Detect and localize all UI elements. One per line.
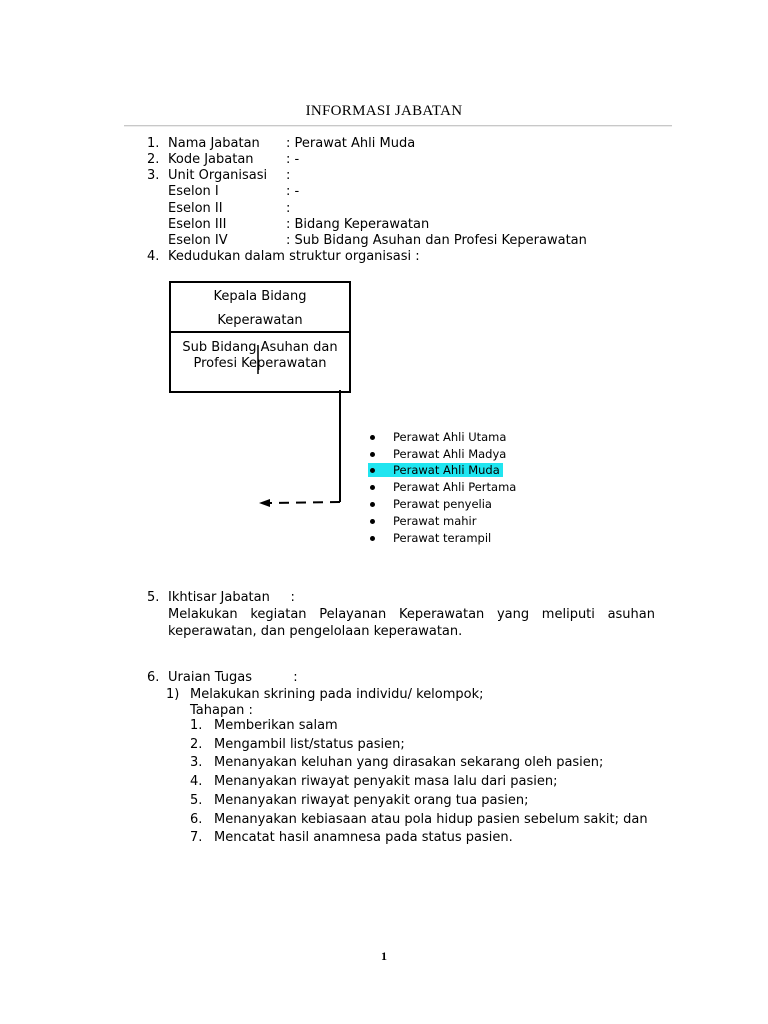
step-text: Menanyakan kebiasaan atau pola hidup pasien sebelum sakit; dan — [214, 812, 648, 827]
step-text: Menanyakan keluhan yang dirasakan sekarang oleh pasien; — [214, 755, 604, 770]
bullet-icon — [370, 485, 375, 490]
field-label: Nama Jabatan — [168, 136, 260, 151]
step-number: 7. — [190, 830, 203, 845]
position-label: Perawat Ahli Muda — [368, 463, 503, 477]
stages-label: Tahapan : — [190, 703, 253, 718]
step-number: 6. — [190, 812, 203, 827]
step-text: Mencatat hasil anamnesa pada status pasien. — [214, 830, 513, 845]
bullet-icon — [370, 519, 375, 524]
arrow-left-icon — [259, 499, 270, 507]
org-box-line: Kepala Bidang — [213, 289, 307, 304]
field-value: : Sub Bidang Asuhan dan Profesi Keperawatan — [286, 233, 587, 248]
field-value: : - — [286, 152, 300, 167]
section-heading: Ikhtisar Jabatan : — [168, 590, 295, 605]
position-label: Perawat mahir — [393, 514, 477, 528]
field-value: : Perawat Ahli Muda — [286, 136, 416, 151]
field-label: Unit Organisasi — [168, 168, 268, 183]
step-number: 4. — [190, 774, 203, 789]
step-text: Memberikan salam — [214, 718, 338, 733]
step-number: 5. — [190, 793, 203, 808]
step-text: Mengambil list/status pasien; — [214, 737, 405, 752]
field-label: Kedudukan dalam struktur organisasi : — [168, 249, 420, 264]
section-number: 5. — [147, 590, 160, 605]
bullet-icon — [370, 536, 375, 541]
task-number: 1) — [166, 687, 180, 702]
org-box-line: Sub Bidang Asuhan dan — [182, 340, 338, 355]
bullet-icon — [370, 502, 375, 507]
step-number: 2. — [190, 737, 203, 752]
field-label: Eselon III — [168, 217, 227, 232]
section-number: 6. — [147, 670, 160, 685]
step-number: 1. — [190, 718, 203, 733]
field-label: Eselon I — [168, 184, 219, 199]
field-number: 3. — [147, 168, 160, 183]
job-summary-text: Melakukan kegiatan Pelayanan Keperawatan yang meliputi asuhan keperawatan, dan pengelolaan keperawatan. — [168, 607, 655, 639]
position-label: Perawat penyelia — [393, 497, 492, 511]
bullet-icon — [370, 468, 375, 473]
field-label: Kode Jabatan — [168, 152, 254, 167]
page-number: 1 — [381, 949, 387, 963]
field-value: : - — [286, 184, 300, 199]
field-label: Eselon IV — [168, 233, 228, 248]
position-label: Perawat Ahli Pertama — [393, 480, 517, 494]
position-label: Perawat Ahli Utama — [393, 430, 507, 444]
field-value: : — [286, 201, 291, 216]
section-heading: Uraian Tugas : — [168, 670, 298, 685]
dashed-connector — [270, 502, 340, 503]
field-label: Eselon II — [168, 201, 223, 216]
bullet-icon — [370, 435, 375, 440]
field-number: 4. — [147, 249, 160, 264]
step-text: Menanyakan riwayat penyakit orang tua pasien; — [214, 793, 529, 808]
org-box-line: Keperawatan — [217, 313, 303, 328]
step-number: 3. — [190, 755, 203, 770]
field-number: 2. — [147, 152, 160, 167]
task-label: Melakukan skrining pada individu/ kelompok; — [190, 687, 484, 702]
document-title: INFORMASI JABATAN — [305, 103, 463, 119]
field-number: 1. — [147, 136, 160, 151]
field-value: : Bidang Keperawatan — [286, 217, 430, 232]
step-text: Menanyakan riwayat penyakit masa lalu dari pasien; — [214, 774, 558, 789]
position-label: Perawat Ahli Madya — [393, 447, 507, 461]
position-label: Perawat terampil — [393, 531, 492, 545]
field-value: : — [286, 168, 291, 183]
bullet-icon — [370, 452, 375, 457]
org-box-line: Profesi Keperawatan — [193, 356, 327, 371]
